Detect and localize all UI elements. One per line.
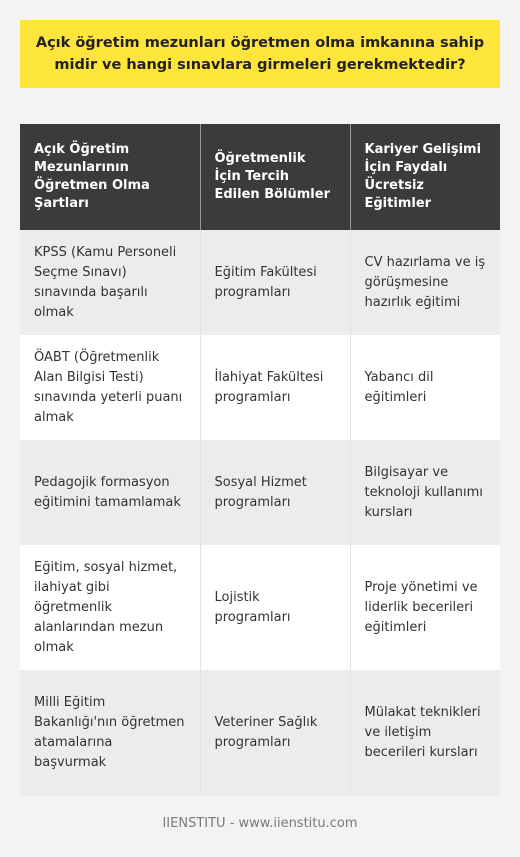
table-cell: Mülakat teknikleri ve iletişim becerileri kursları	[350, 670, 500, 796]
table-cell: ÖABT (Öğretmenlik Alan Bilgisi Testi) sınavında yeterli puanı almak	[20, 335, 200, 440]
table-row	[20, 545, 500, 670]
page-title: Açık öğretim mezunları öğretmen olma imkanına sahip midir ve hangi sınavlara girmeleri gerekmektedir?	[35, 35, 485, 73]
table-cell: İlahiyat Fakültesi programları	[200, 335, 350, 440]
table-row	[20, 670, 500, 796]
table-cell: Sosyal Hizmet programları	[200, 440, 350, 545]
column-header-departments: Öğretmenlik İçin Tercih Edilen Bölümler	[200, 124, 350, 230]
table-cell: KPSS (Kamu Personeli Seçme Sınavı) sınavında başarılı olmak	[20, 230, 200, 335]
table-cell: CV hazırlama ve iş görüşmesine hazırlık eğitimi	[350, 230, 500, 335]
table-cell: Milli Eğitim Bakanlığı'nın öğretmen atamalarına başvurmak	[20, 670, 200, 796]
table-row	[20, 440, 500, 545]
title-banner	[20, 20, 500, 88]
column-header-trainings: Kariyer Gelişimi İçin Faydalı Ücretsiz Eğitimler	[350, 124, 500, 230]
table-cell: Veteriner Sağlık programları	[200, 670, 350, 796]
table-cell: Lojistik programları	[200, 545, 350, 670]
table-row	[20, 230, 500, 335]
table-cell: Bilgisayar ve teknoloji kullanımı kursları	[350, 440, 500, 545]
table-cell: Eğitim, sosyal hizmet, ilahiyat gibi öğretmenlik alanlarından mezun olmak	[20, 545, 200, 670]
footer-credit: IIENSTITU - www.iienstitu.com	[162, 816, 358, 831]
info-table	[20, 124, 500, 796]
table-header-row	[20, 124, 500, 230]
table-cell: Eğitim Fakültesi programları	[200, 230, 350, 335]
table-row	[20, 335, 500, 440]
table-cell: Proje yönetimi ve liderlik becerileri eğitimleri	[350, 545, 500, 670]
column-header-conditions: Açık Öğretim Mezunlarının Öğretmen Olma Şartları	[20, 124, 200, 230]
table-cell: Pedagojik formasyon eğitimini tamamlamak	[20, 440, 200, 545]
table-cell: Yabancı dil eğitimleri	[350, 335, 500, 440]
